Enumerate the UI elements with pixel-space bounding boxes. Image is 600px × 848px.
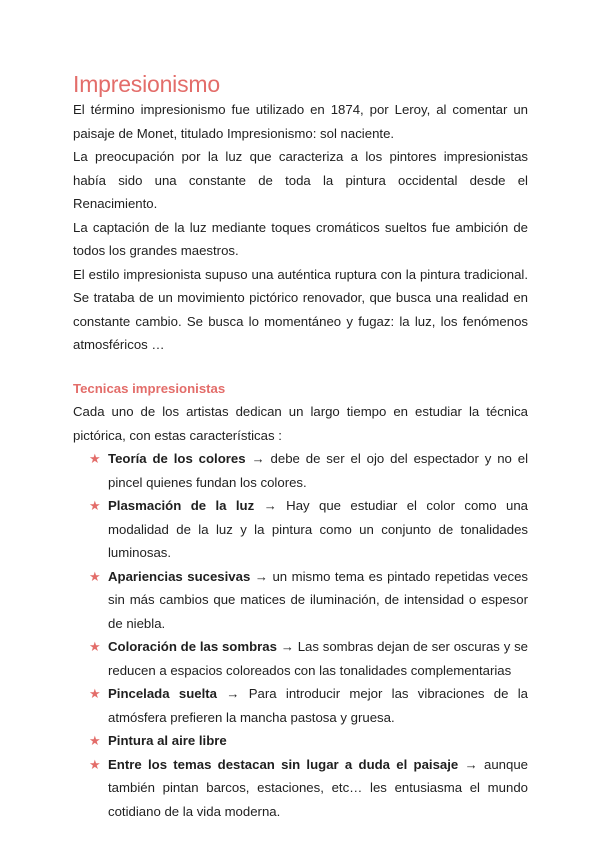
item-term: Coloración de las sombras — [108, 639, 277, 654]
list-item — [73, 635, 528, 682]
document-page — [73, 70, 528, 823]
item-term: Pincelada suelta — [108, 686, 217, 701]
item-text: un mismo tema es pintado repetidas veces sin más cambios que matices de iluminación, de intensidad o espesor de niebla. — [108, 568, 528, 631]
section-intro: Cada uno de los artistas dedican un largo tiempo en estudiar la técnica pictórica, con estas características : — [73, 404, 528, 443]
arrow-glyph: → — [216, 686, 249, 701]
arrow-glyph: → — [254, 498, 287, 513]
item-text: Hay que estudiar el color como una modalidad de la luz y la pintura como un conjunto de tonalidades luminosas. — [108, 498, 529, 560]
item-term: Teoría de los colores — [108, 451, 246, 466]
section-heading: Tecnicas impresionistas — [73, 380, 226, 396]
star-icon: ★ — [89, 568, 101, 584]
item-text: Para introducir mejor las vibraciones de la atmósfera prefieren la mancha pastosa y gruesa. — [108, 686, 529, 725]
star-icon: ★ — [89, 733, 101, 748]
star-icon: ★ — [89, 498, 101, 513]
page-title: Impresionismo — [73, 71, 220, 97]
arrow-glyph: → — [276, 639, 298, 654]
star-icon: ★ — [89, 451, 101, 466]
paragraph: La preocupación por la luz que caracteriza a los pintores impresionistas había sido una constante de toda la pintura occidental desde el Renacimiento. — [73, 149, 528, 211]
arrow-glyph: → — [458, 756, 484, 772]
list-item — [73, 682, 528, 729]
list-item — [73, 447, 528, 494]
list-item — [73, 753, 528, 824]
star-icon: ★ — [89, 639, 101, 654]
item-text: debe de ser el ojo del espectador y no el pincel quienes fundan los colores. — [108, 451, 529, 490]
paragraph: El estilo impresionista supuso una auténtica ruptura con la pintura tradicional. Se trataba de un movimiento pictórico renovador, que busca una realidad en constante cambio. Se busca lo momentáneo y fugaz: la luz, los fenómenos atmosféricos … — [73, 266, 528, 352]
item-term: Apariencias sucesivas — [108, 568, 251, 584]
arrow-glyph: → — [250, 568, 273, 584]
star-icon: ★ — [89, 686, 101, 701]
item-term: Entre los temas destacan sin lugar a duda el paisaje — [108, 756, 459, 772]
item-term: Plasmación de la luz — [108, 498, 255, 513]
paragraph: El término impresionismo fue utilizado en 1874, por Leroy, al comentar un paisaje de Monet, titulado Impresionismo: sol naciente. — [73, 102, 528, 141]
star-icon: ★ — [89, 756, 101, 772]
item-text: aunque también pintan barcos, estaciones, etc… les entusiasma el mundo cotidiano de la vida moderna. — [108, 756, 528, 819]
list-item — [73, 729, 528, 753]
list-item — [73, 494, 528, 565]
item-term: Pintura al aire libre — [108, 733, 227, 748]
item-text: Las sombras dejan de ser oscuras y se reducen a espacios coloreados con las tonalidades complementarias — [108, 639, 528, 678]
arrow-glyph: → — [245, 451, 271, 466]
techniques-list — [73, 447, 528, 823]
list-item — [73, 565, 528, 636]
intro-paragraphs — [73, 98, 528, 357]
paragraph: La captación de la luz mediante toques cromáticos sueltos fue ambición de todos los grandes maestros. — [73, 219, 528, 258]
